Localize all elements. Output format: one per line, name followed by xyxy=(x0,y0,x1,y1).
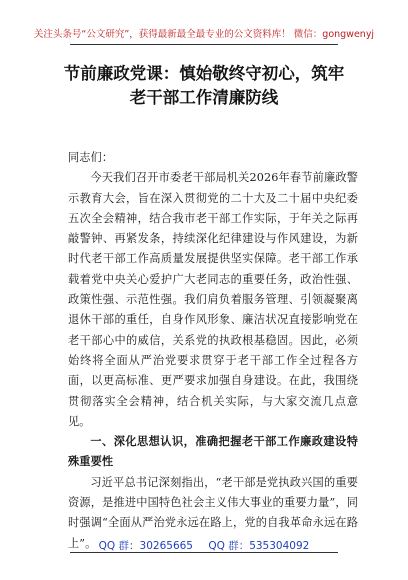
footer-qq-group-2: QQ 群：535304092 xyxy=(208,540,310,552)
footer-divider xyxy=(70,552,338,553)
section-paragraph: 习近平总书记深刻指出，“老干部是党执政兴国的重要资源，是推进中国特色社会主义伟大事业的重要力量”，同时强调“全面从严治党永远在路上，党的自我革命永远在路上”。 xyxy=(68,475,358,550)
header-divider xyxy=(70,44,338,45)
document-body xyxy=(68,148,358,554)
footer-contact xyxy=(0,538,408,553)
salutation: 同志们： xyxy=(68,151,114,164)
document-title: 节前廉政党课：慎始敬终守初心，筑牢老干部工作清廉防线 xyxy=(63,64,345,107)
header-promo-note: 关注头条号“公文研究”，获得最新最全最专业的公文资料库！ 微信：gongwenyj xyxy=(33,29,375,40)
section-heading: 一、深化思想认识，准确把握老干部工作廉政建设特殊重要性 xyxy=(68,435,358,469)
intro-paragraph: 今天我们召开市委老干部局机关2026年春节前廉政警示教育大会，旨在深入贯彻党的二十大及二十届中央纪委五次全会精神，结合我市老干部工作实际，于年关之际再敲警钟、再紧发条，持续深化纪律建设与作风建设，为新时代老干部工作高质量发展提供坚实保障。老干部工作承载着党中央关心爱护广大老同志的重要任务，政治性强、政策性强、示范性强。我们肩负着服务管理、引领凝聚离退休干部的重任，自身作风形象、廉洁状况直接影响党在老干部心中的威信，关系党的执政根基稳固。因此，必须始终将全面从严治党要求贯穿于老干部工作全过程各方面，以更高标准、更严要求加强自身建设。在此，我围绕贯彻落实全会精神，结合机关实际，与大家交流几点意见。 xyxy=(68,171,358,428)
footer-qq-group-1: QQ 群：30265665 xyxy=(98,540,193,552)
